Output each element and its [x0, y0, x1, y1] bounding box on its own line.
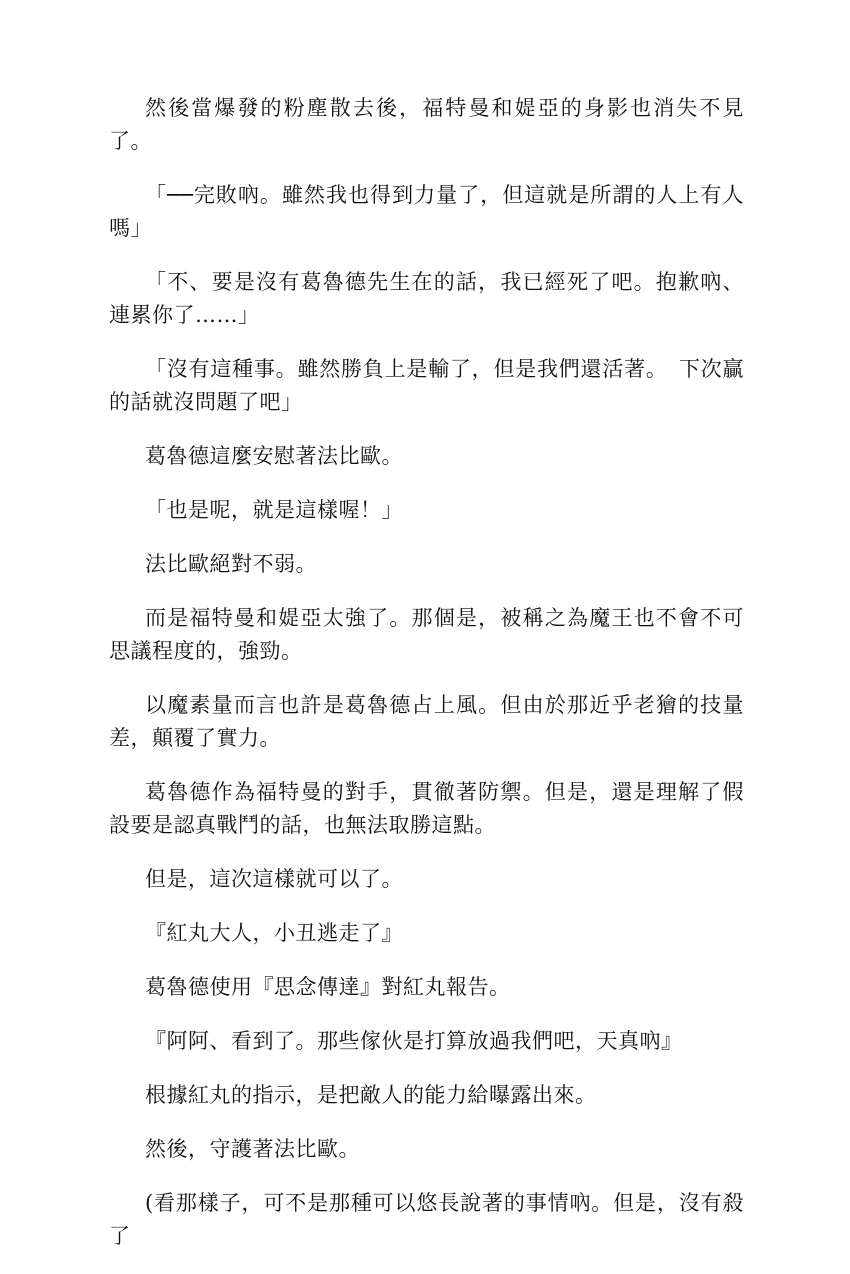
paragraph: 以魔素量而言也許是葛魯德占上風。但由於那近乎老獪的技量差，顛覆了實力。: [109, 693, 744, 750]
paragraph: 而是福特曼和媞亞太強了。那個是，被稱之為魔王也不會不可思議程度的，強勁。: [109, 606, 744, 663]
paragraph: 但是，這次這樣就可以了。: [145, 867, 403, 891]
paragraph: 『阿阿、看到了。那些傢伙是打算放過我們吧，天真吶』: [145, 1029, 683, 1053]
paragraph: 「沒有這種事。雖然勝負上是輸了，但是我們還活著。 下次贏的話就沒問題了吧」: [109, 357, 744, 414]
paragraph: 「──完敗吶。雖然我也得到力量了，但這就是所謂的人上有人嗎」: [109, 183, 744, 240]
paragraph: 「也是呢，就是這樣喔！」: [145, 498, 403, 522]
paragraph: 根據紅丸的指示，是把敵人的能力給曝露出來。: [145, 1083, 597, 1107]
paragraph: 葛魯德這麼安慰著法比歐。: [145, 444, 403, 468]
paragraph: 然後，守護著法比歐。: [145, 1137, 360, 1161]
paragraph: (看那樣子，可不是那種可以悠長說著的事情吶。但是，沒有殺了: [109, 1191, 744, 1248]
paragraph: 『紅丸大人，小丑逃走了』: [145, 921, 403, 945]
paragraph: 「不、要是沒有葛魯德先生在的話，我已經死了吧。抱歉吶、連累你了……」: [109, 270, 744, 327]
document-body: [109, 92, 744, 1274]
paragraph: 然後當爆發的粉塵散去後，福特曼和媞亞的身影也消失不見了。: [109, 96, 744, 153]
paragraph: 葛魯德使用『思念傳達』對紅丸報告。: [145, 975, 511, 999]
paragraph: 葛魯德作為福特曼的對手，貫徹著防禦。但是，還是理解了假設要是認真戰鬥的話，也無法取勝這點。: [109, 780, 744, 837]
paragraph: 法比歐絕對不弱。: [145, 552, 317, 576]
